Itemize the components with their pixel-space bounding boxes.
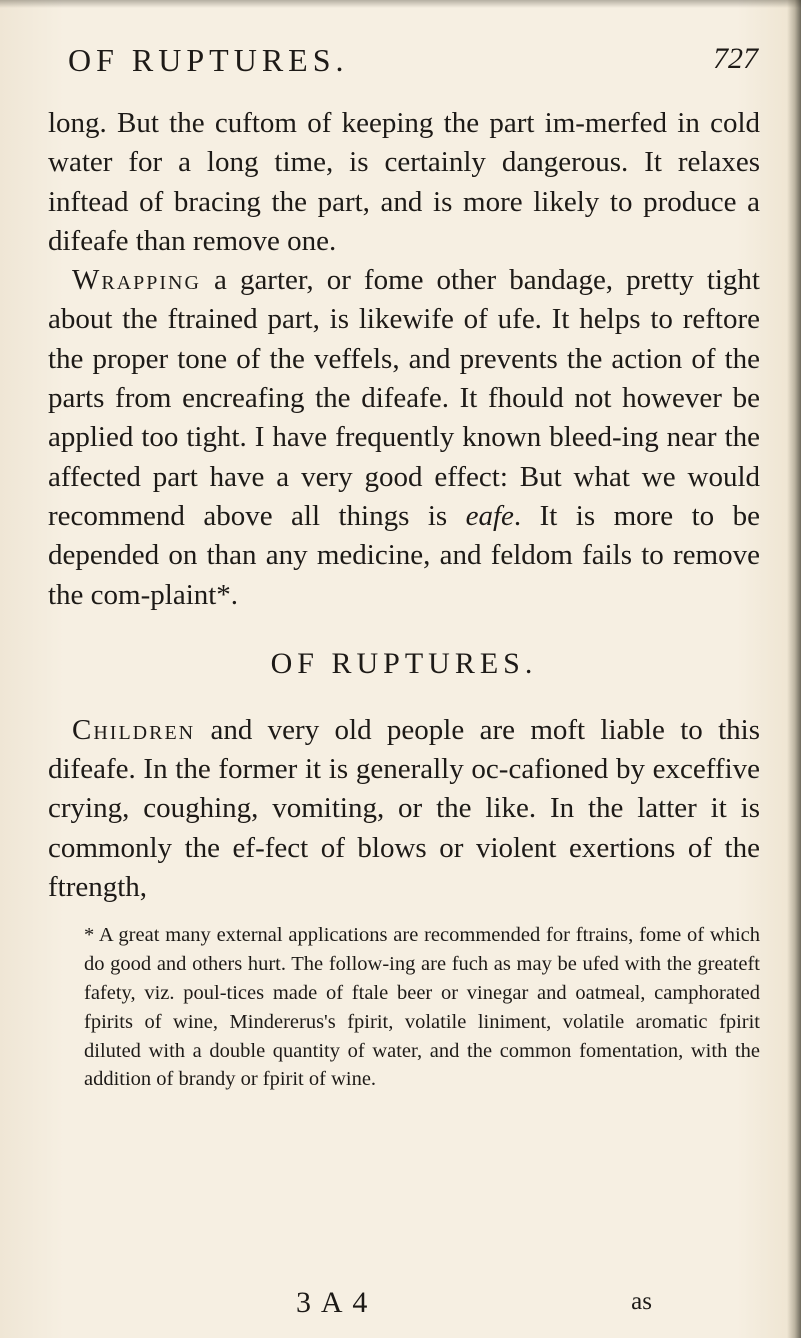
signature-mark: 3 A 4 — [296, 1286, 370, 1319]
paragraph-text: a garter, or fome other bandage, pretty tight about the ftrained part, is likewife of ufe. It helps to reftore the proper tone of the veffels, and prevents the action of the parts from encreafing the difeafe. It fhould not however be applied too tight. I have frequently known bleed-ing near the affected part have a very good effect: But what we would recommend above all things is — [48, 264, 760, 532]
footnote: * A great many external applications are recommended for ftrains, fome of which do good and others hurt. The follow-ing are fuch as may be ufed with the greateft fafety, viz. poul-tices made of ftale beer or vinegar and oatmeal, camphorated fpirits of wine, Mindererus's fpirit, volatile liniment, volatile aromatic fpirit diluted with a double quantity of water, and the common fomentation, with the addition of brandy or fpirit of wine. — [84, 924, 760, 1091]
paragraph-text-end: . It is more to be depended on than any medicine, and feldom fails to remove the com-plaint*. — [48, 499, 760, 611]
running-head — [68, 30, 758, 86]
page-number: 727 — [713, 42, 758, 75]
running-title: OF RUPTURES. — [68, 42, 349, 78]
paragraph-ruptures — [48, 711, 760, 907]
paragraph-wrapping — [48, 261, 760, 615]
italic-word: eafe — [465, 499, 514, 532]
paragraph-lead-word: Wrapping — [72, 264, 201, 297]
page-top-shadow — [0, 0, 801, 8]
paragraph-text: and very old people are moft liable to this difeafe. In the former it is generally oc-cafioned by exceffive crying, coughing, vomiting, or the like. In the latter it is commonly the ef-fect of blows or violent exertions of the ftrength, — [48, 713, 760, 904]
paragraph-cold-water: long. But the cuftom of keeping the part im-merfed in cold water for a long time, is certainly dangerous. It relaxes inftead of bracing the part, and is more likely to produce a difeafe than remove one. — [48, 107, 760, 257]
page-binding-shadow — [787, 0, 801, 1338]
main-text — [48, 104, 760, 1094]
section-heading: OF RUPTURES. — [270, 646, 538, 680]
catchword: as — [631, 1288, 652, 1315]
page-footer — [48, 1286, 760, 1326]
paragraph-lead-word: Children — [72, 713, 196, 746]
